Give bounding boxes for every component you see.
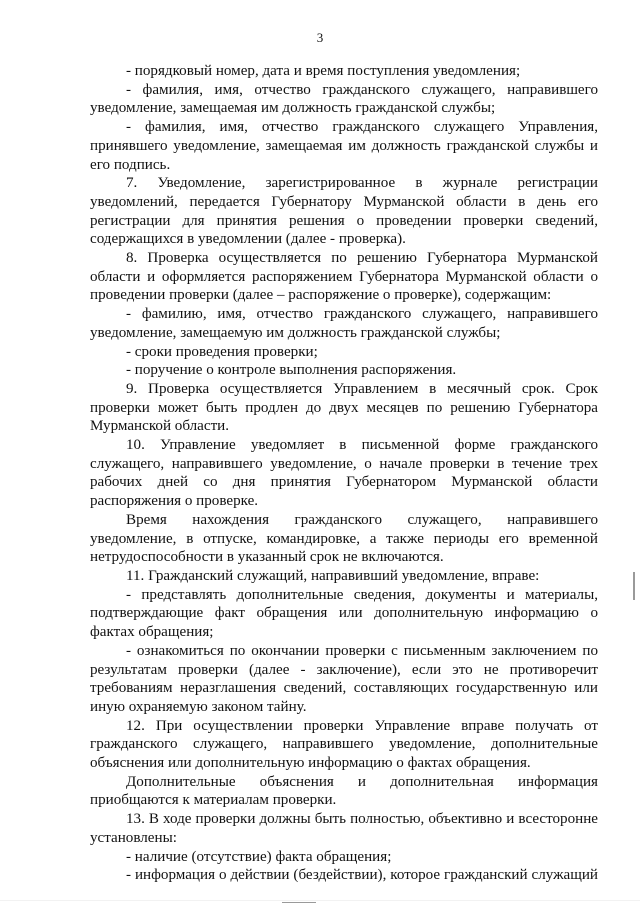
paragraph-item-8: 8. Проверка осуществляется по решению Губернатора Мурманской области и оформляется распоряжением Губернатора Мурманской области о проведении проверки (далее – распоряжение о проверке), содержащим: [90,250,598,304]
page-number: 3 [316,30,324,45]
paragraph-item-11: 11. Гражданский служащий, направивший уведомление, вправе: [126,567,540,584]
paragraph-bullet-fact-presence: - наличие (отсутствие) факта обращения; [126,848,392,865]
paragraph-bullet-action-info: - информация о действии (бездействии), которое гражданский служащий [126,867,598,884]
paragraph-item-10: 10. Управление уведомляет в письменной форме гражданского служащего, направившего уведомление, о начале проверки в течение трех рабочих дней со дня принятия Губернатором Мурманской области распоряжения о проверке. [90,437,598,510]
scan-edge-mark [633,572,635,600]
paragraph-bullet-deadlines: - сроки проведения проверки; [126,343,318,360]
paragraph-item-13: 13. В ходе проверки должны быть полностью, объективно и всесторонне установлены: [90,811,598,846]
paragraph-item-12: 12. При осуществлении проверки Управление вправе получать от гражданского служащего, направившего уведомление, дополнительные объяснения или дополнительную информацию о фактах обращения. [90,717,598,772]
paragraph-bullet-registration-number: - порядковый номер, дата и время поступления уведомления; [126,63,521,79]
paragraph-time-excluded: Время нахождения гражданского служащего, направившего уведомление, в отпуске, командировке, а также периоды его временной нетрудоспособности в указанный срок не включаются. [90,511,598,566]
paragraph-bullet-name-position: - фамилию, имя, отчество гражданского служащего, направившего уведомление, замещаемую им должность гражданской службы; [90,306,598,341]
page-bottom-edge [0,900,640,901]
paragraph-item-7: 7. Уведомление, зарегистрированное в журнале регистрации уведомлений, передается Губернатору Мурманской области в день его регистрации для принятия решения о проведении проверки сведений, содержащихся в уведомлении (далее - проверка). [90,175,598,248]
paragraph-additional-explanations: Дополнительные объяснения и дополнительная информация приобщаются к материалам проверки. [90,773,598,809]
paragraph-bullet-sender-name: - фамилия, имя, отчество гражданского служащего, направившего уведомление, замещаемая им должность гражданской службы; [90,81,598,117]
paragraph-bullet-review-conclusion: - ознакомиться по окончании проверки с письменным заключением по результатам проверки (далее - заключение), если это не противоречит требованиям неразглашения сведений, составляющих государственную или иную охраняемую законом тайну. [90,642,598,715]
paragraph-bullet-control: - поручение о контроле выполнения распоряжения. [126,362,457,379]
paragraph-bullet-receiver-name: - фамилия, имя, отчество гражданского служащего Управления, принявшего уведомление, замещаемая им должность гражданской службы и его подпись. [90,119,598,173]
footer-rule [282,902,316,903]
document-body [90,62,598,885]
paragraph-bullet-provide-info: - представлять дополнительные сведения, документы и материалы, подтверждающие факт обращения или дополнительную информацию о фактах обращения; [90,586,598,641]
paragraph-item-9: 9. Проверка осуществляется Управлением в месячный срок. Срок проверки может быть продлен до двух месяцев по решению Губернатора Мурманской области. [90,380,598,435]
